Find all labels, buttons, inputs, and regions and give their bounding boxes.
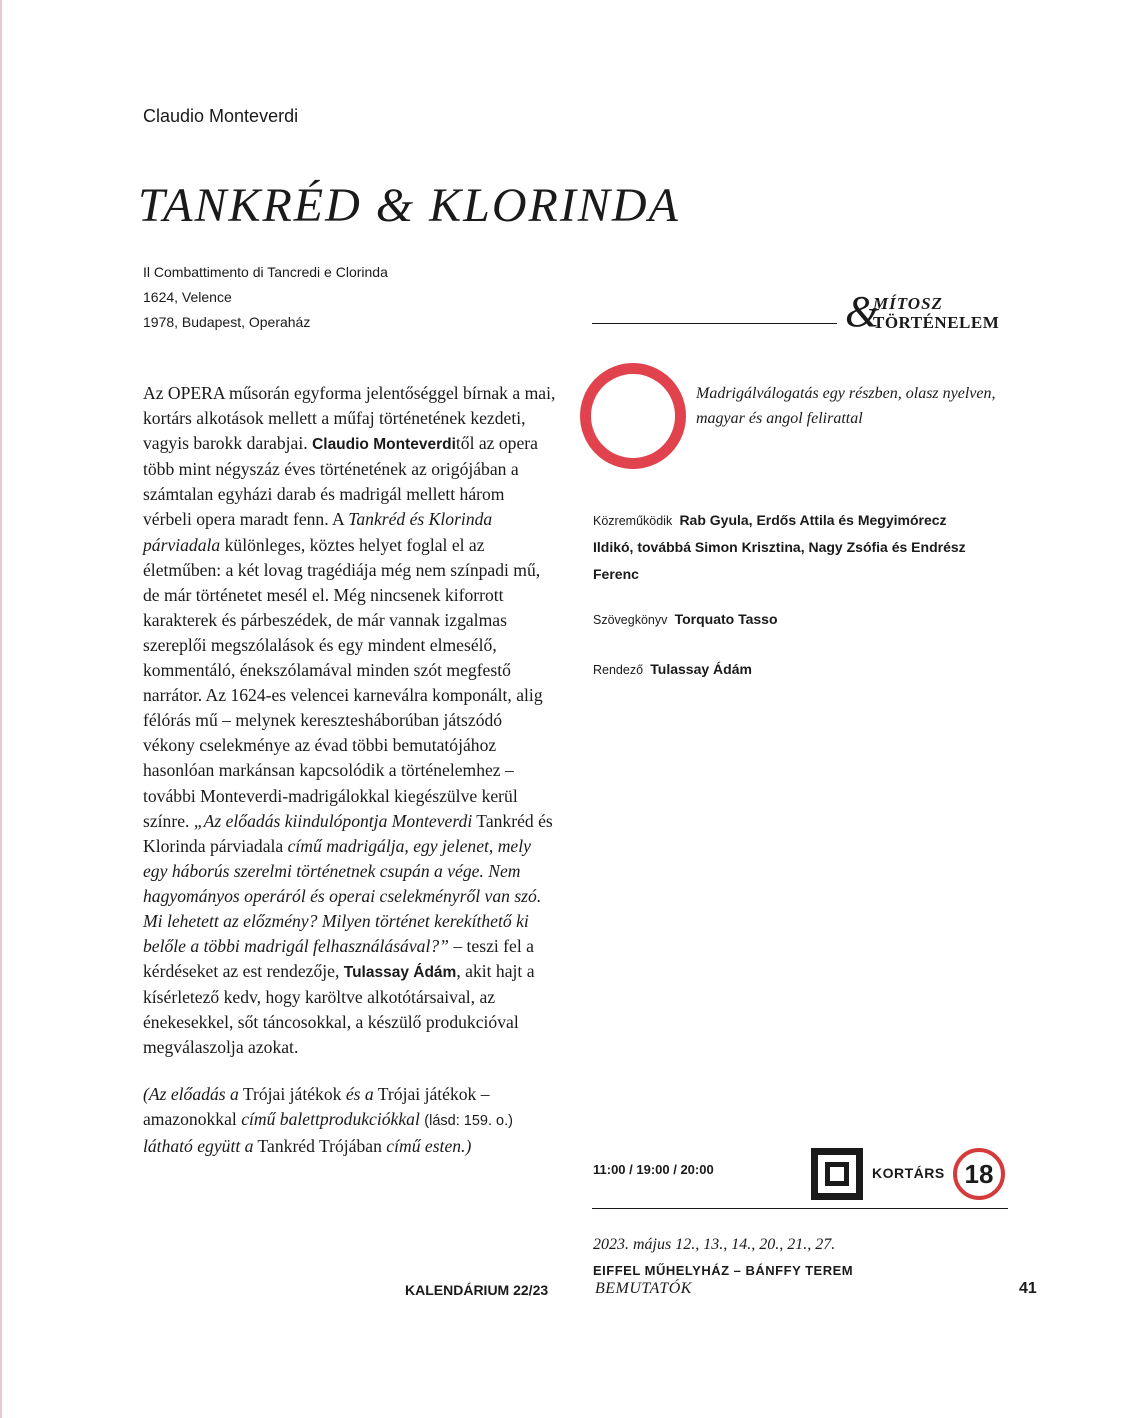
page-edge — [0, 0, 2, 1418]
meta-original-title: Il Combattimento di Tancredi e Clorinda — [143, 264, 388, 280]
work-title-italic: Tankréd és Klorinda párviadala — [143, 509, 493, 555]
credit-names: Tulassay Ádám — [650, 661, 752, 677]
category-word-1: MÍTOSZ — [873, 294, 943, 313]
credit-role: Közreműködik — [593, 514, 673, 528]
page-number: 41 — [1019, 1280, 1037, 1297]
credit-names: Rab Gyula, Erdős Attila és Megyimórecz Ildikó, továbbá Simon Krisztina, Nagy Zsófia és Endrész Ferenc — [593, 512, 966, 582]
article-paragraph: Az OPERA műsorán egyforma jelentőséggel bírnak a mai, kortárs alkotások mellett a műfaj történetének kezdeti, vagyis barokk darabjai. Claudio Monteverditől az opera több mint négyszáz éves történetének az origójában a számtalan egyházi darab és madrigál mellett három vérbeli opera maradt fenn. A Tankréd és Klorinda párviadala különleges, köztes helyet foglal el az életműben: a két lovag tragédiája még nem színpadi mű, de már történetet mesél el. Még nincsenek kiforrott karakterek és párbeszédek, de már vannak izgalmas szereplői megszólalások és egy mindent elmesélő, kommentáló, énekszólamával minden szót megfestő narrátor. Az 1624-es velencei karneválra komponált, alig félórás mű – melynek keresztesháborúban játszódó vékony cselekménye az évad többi bemutatójához hasonlóan markánsan kapcsolódik a történelemhez – további Monteverdi-madrigálokkal kiegészülve kerül színre. „Az előadás kiindulópontja Monteverdi Tankréd és Klorinda párviadala című madrigálja, egy jelenet, mely egy háborús szerelmi történetnek csupán a vége. Nem hagyományos operáról és operai cselekményről van szó. Mi lehetett az előzmény? Milyen történet kerekíthető ki belőle a többi madrigál felhasználásával?” – teszi fel a kérdéseket az est rendezője, Tulassay Ádám, akit hajt a kísérletező kedv, hogy karöltve alkotótársaival, az énekesekkel, sőt táncosokkal, a készülő produkcióval megválaszolja azokat. — [143, 383, 556, 1058]
article-body — [143, 381, 556, 1061]
category-divider — [592, 323, 837, 324]
category-word-2: TÖRTÉNELEM — [873, 313, 1000, 332]
age-rating-badge: 18 — [953, 1148, 1005, 1200]
performance-dates: 2023. május 12., 13., 14., 20., 21., 27. — [593, 1236, 836, 1253]
page-title: TANKRÉD & KLORINDA — [138, 179, 680, 232]
meta-budapest-premiere: 1978, Budapest, Operaház — [143, 314, 311, 330]
composer-name: Claudio Monteverdi — [143, 106, 299, 126]
credit-director — [593, 656, 752, 683]
genre-label: KORTÁRS — [872, 1165, 945, 1181]
work-meta — [143, 260, 388, 335]
credit-role: Rendező — [593, 663, 644, 677]
credit-libretto — [593, 606, 778, 633]
red-ring-icon — [580, 363, 686, 469]
credit-role: Szövegkönyv — [593, 613, 668, 627]
director-bold: Tulassay Ádám — [343, 964, 457, 982]
composer-bold: Claudio Monteverdi — [312, 436, 456, 454]
credit-performers — [593, 507, 983, 588]
kortars-square-icon — [811, 1148, 863, 1200]
show-times: 11:00 / 19:00 / 20:00 — [593, 1162, 714, 1177]
schedule-divider — [592, 1208, 1008, 1209]
production-subtitle: Madrigálválogatás egy részben, olasz nyelven, magyar és angol felirattal — [696, 385, 996, 427]
category-logo — [845, 289, 1045, 341]
ampersand-glyph: & — [845, 287, 880, 336]
footer-section: BEMUTATÓK — [595, 1280, 692, 1297]
footer-publication: KALENDÁRIUM 22/23 — [405, 1282, 549, 1298]
credit-names: Torquato Tasso — [674, 611, 778, 627]
meta-premiere: 1624, Velence — [143, 289, 232, 305]
footnote: (Az előadás a Trójai játékok és a Trójai játékok – amazonokkal című balettprodukciókkal (lásd: 159. o.) látható együtt a Tankréd Trójában című esten.) — [143, 1084, 513, 1156]
venue: EIFFEL MŰHELYHÁZ – BÁNFFY TEREM — [593, 1263, 854, 1278]
